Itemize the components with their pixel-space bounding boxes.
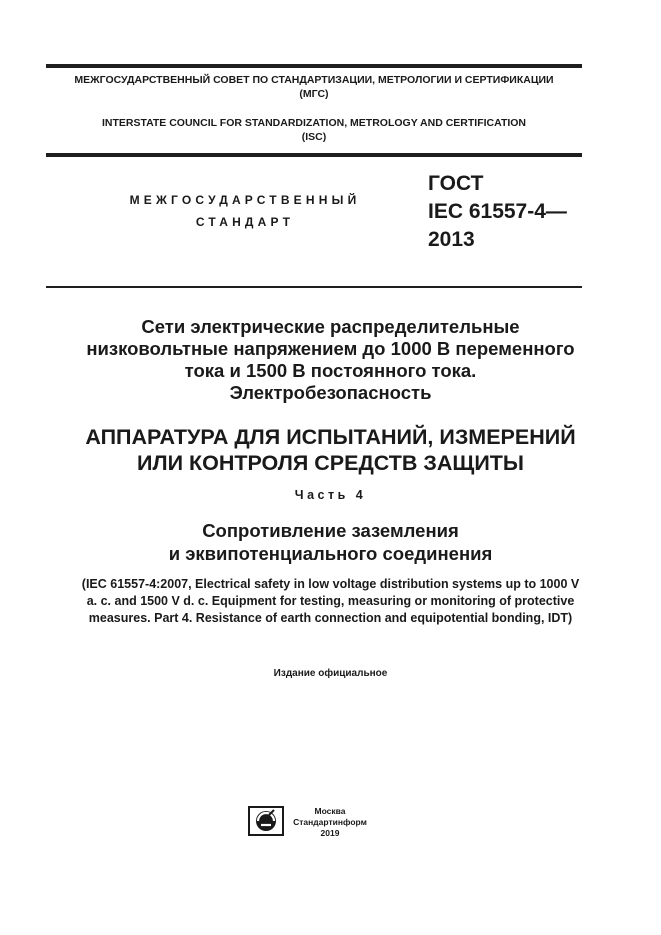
- main-title-line: Сети электрические распределительные: [141, 316, 520, 337]
- iec-reference: [40, 576, 621, 627]
- designation-line2: IEC 61557-4—: [428, 200, 567, 223]
- top-rule: [46, 64, 582, 68]
- standartinform-logo-icon: [248, 806, 284, 836]
- designation-line1: ГОСТ: [428, 172, 484, 195]
- council-en: [46, 116, 582, 144]
- iec-reference-line: measures. Part 4. Resistance of earth connection and equipotential bonding, IDT): [88, 611, 573, 625]
- iec-reference-line: a. c. and 1500 V d. c. Equipment for testing, measuring or monitoring of protective: [86, 594, 575, 608]
- caps-title: [30, 424, 631, 476]
- main-title-line: Электробезопасность: [229, 382, 432, 403]
- main-title-line: тока и 1500 В постоянного тока.: [184, 360, 477, 381]
- caps-title-line: ИЛИ КОНТРОЛЯ СРЕДСТВ ЗАЩИТЫ: [137, 451, 524, 475]
- subtitle-line: и эквипотенциального соединения: [168, 543, 493, 564]
- council-ru-line2: (МГС): [299, 88, 329, 100]
- publisher-city: Москва: [314, 806, 346, 816]
- designation: [428, 170, 567, 254]
- council-en-line1: INTERSTATE COUNCIL FOR STANDARDIZATION, METROLOGY AND CERTIFICATION: [101, 117, 527, 129]
- publisher-name: Стандартинформ: [293, 817, 367, 827]
- publisher: [290, 806, 370, 839]
- main-title: [30, 316, 631, 404]
- council-ru-line1: МЕЖГОСУДАРСТВЕННЫЙ СОВЕТ ПО СТАНДАРТИЗАЦИИ, МЕТРОЛОГИИ И СЕРТИФИКАЦИИ: [74, 74, 554, 86]
- part-label: Часть 4: [294, 488, 367, 502]
- publisher-year: 2019: [320, 828, 340, 838]
- subtitle: [30, 519, 631, 565]
- edition-label: Издание официальное: [273, 668, 388, 679]
- iec-reference-line: (IEC 61557-4:2007, Electrical safety in low voltage distribution systems up to 1000 V: [81, 577, 580, 591]
- caps-title-line: АППАРАТУРА ДЛЯ ИСПЫТАНИЙ, ИЗМЕРЕНИЙ: [85, 425, 576, 449]
- subtitle-line: Сопротивление заземления: [202, 520, 459, 541]
- thin-rule: [46, 286, 582, 288]
- designation-line3: 2013: [428, 228, 475, 251]
- standard-type-line1: МЕЖГОСУДАРСТВЕННЫЙ: [129, 193, 361, 207]
- council-ru: [46, 73, 582, 101]
- main-title-line: низковольтные напряжением до 1000 В переменного: [86, 338, 575, 359]
- council-en-line2: (ISC): [301, 131, 327, 143]
- standard-type-line2: СТАНДАРТ: [195, 215, 295, 229]
- standard-type: [100, 189, 390, 233]
- middle-rule: [46, 153, 582, 157]
